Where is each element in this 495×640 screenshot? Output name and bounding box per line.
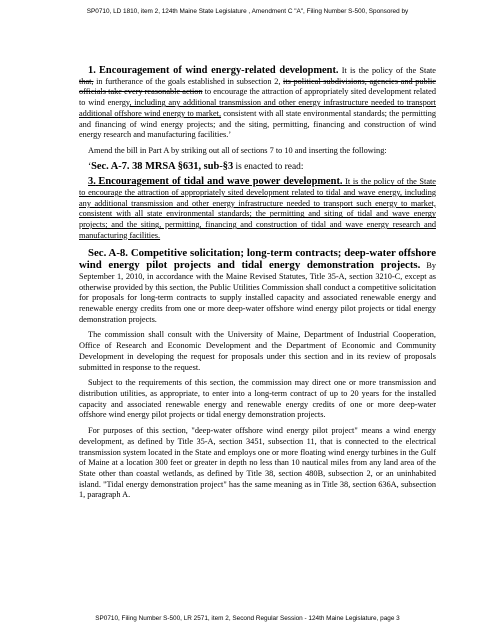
text-span: to encourage the attraction of appropriately sited development related to wind energy [79, 87, 436, 108]
section-a8-heading: Sec. A-8. Competitive solicitation; long-term contracts; deep-water offshore wind energy pilot projects and tidal energy demonstration projects. [79, 246, 436, 272]
section-a7-line [79, 162, 436, 173]
paragraph-tidal-policy [79, 177, 436, 241]
enacted-text: is enacted to read: [233, 161, 304, 172]
text-span: consistent with all state environmental standards; the permitting and financing of wind energy projects; and the siting, permitting, financing and construction of wind energy research and manufacturing facilities.’ [79, 108, 436, 140]
page-header: SP0710, LD 1810, item 2, 124th Maine State Legislature , Amendment C "A", Filing Number S-500, Sponsored by [86, 8, 409, 15]
paragraph-contracts: Subject to the requirements of this section, the commission may direct one or more transmission and distribution utilities, as appropriate, to enter into a long-term contract of up to 20 years for the installed capacity and associated renewable energy and renewable energy credits of one or more deep-water offshore wind energy pilot projects or tidal energy demonstration projects. [79, 378, 436, 420]
text-span: It is the policy of the State [338, 66, 436, 75]
struck-text: that, [79, 76, 94, 86]
page-footer: SP0710, Filing Number S-500, LR 2571, item 2, Second Regular Session - 124th Maine Legislature, page 3 [95, 615, 400, 622]
subsection-heading: Encouragement of tidal and wave power development. [98, 176, 343, 188]
section-a8 [79, 247, 436, 326]
text-span: in furtherance of the goals established in subsection 2, [93, 76, 284, 86]
open-quote: ‘ [88, 161, 92, 172]
subsection-number: 3. [88, 176, 96, 188]
document-body [79, 66, 436, 506]
subsection-heading: Encouragement of wind energy-related development. [99, 65, 339, 76]
paragraph-consultation: The commission shall consult with the University of Maine, Department of Industrial Cooperation, Office of Research and Economic Development and the Department of Economic and Community Development in developing the request for proposals under this section and in its review of proposals submitted in response to the request. [79, 330, 436, 372]
subsection-number: 1. [88, 65, 96, 76]
inserted-text: , including any additional transmission and other energy infrastructure needed to transport additional offshore wind energy to market, [79, 98, 436, 118]
amend-instruction: Amend the bill in Part A by striking out all of sections 7 to 10 and inserting the following: [88, 145, 387, 155]
section-a8-text: By September 1, 2010, in accordance with the Maine Revised Statutes, Title 35-A, section 3210-C, except as otherwise provided by this section, the Public Utilities Commission shall conduct a competitive solicitation for proposals for long-term contracts to supply installed capacity and associated renewable energy and renewable energy credits from one or more deep-water offshore wind energy pilot projects or tidal energy demonstration projects. [79, 261, 436, 324]
paragraph-wind-policy [79, 66, 436, 141]
section-a7-title: Sec. A-7. 38 MRSA §631, sub-§3 [91, 160, 234, 172]
paragraph-definitions: For purposes of this section, "deep-water offshore wind energy pilot project" means a wind energy development, as defined by Title 35-A, section 3451, subsection 11, that is connected to the electrical transmission system located in the State and employs one or more floating wind energy turbines in the Gulf of Maine at a location 300 feet or greater in depth no less than 10 nautical miles from any land area of the State other than coastal wetlands, as defined by Title 38, section 480B, subsection 2, or an uninhabited island. "Tidal energy demonstration project" has the same meaning as in Title 38, section 636A, subsection 1, paragraph A. [79, 426, 436, 500]
struck-text: its political subdivisions, agencies and public officials take every reasonable action [79, 76, 436, 97]
inserted-text: It is the policy of the State to encourage the attraction of appropriately sited development related to tidal and wave energy, including any additional transmission and other energy infrastructure needed to transport such energy to market, consistent with all state environmental standards; the permitting and siting of tidal and wave energy projects; and the siting, permitting, financing and construction of tidal and wave energy research and manufacturing facilities. [79, 177, 436, 240]
